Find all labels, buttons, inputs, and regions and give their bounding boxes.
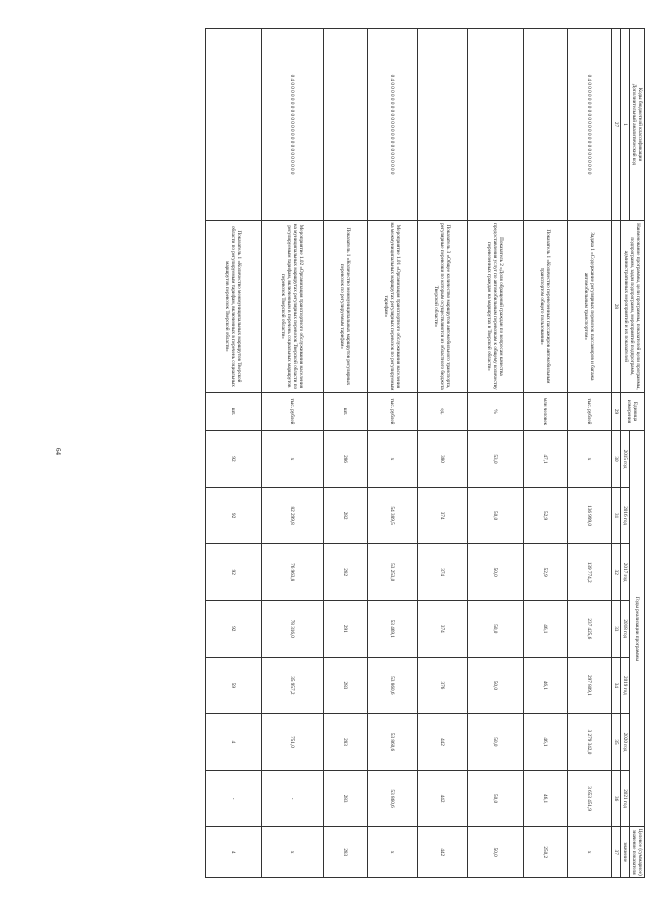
row-y2016: 54 389,5 xyxy=(368,487,418,544)
header-row-1 xyxy=(630,29,645,878)
row-code: 0 4 0 0 0 0 0 0 0 0 0 0 0 0 0 0 0 0 0 0 0 0 0 0 0 0 xyxy=(568,29,612,221)
row-y2021: 53 860,6 xyxy=(368,770,418,827)
landscape-table-wrapper xyxy=(110,28,645,878)
header-year: 2015 год xyxy=(621,431,630,488)
table-row xyxy=(324,29,368,878)
row-y2017: 92 xyxy=(206,544,262,601)
header-code-digits: 1 xyxy=(621,29,630,221)
row-y2019: 53 860,6 xyxy=(368,657,418,714)
row-y2015: х xyxy=(568,431,612,488)
row-unit: шт. xyxy=(206,392,262,430)
table-row xyxy=(368,29,418,878)
header-num: 35 xyxy=(612,714,621,771)
header-num: 36 xyxy=(612,770,621,827)
row-y2020: 4 xyxy=(206,714,262,771)
row-y2018: 374 xyxy=(418,600,468,657)
row-y2017: 139 774,2 xyxy=(568,544,612,601)
row-y2021: 442 xyxy=(418,770,468,827)
header-num: 29 xyxy=(612,392,621,430)
header-num: 32 xyxy=(612,544,621,601)
row-target: 442 xyxy=(418,827,468,878)
page-number: 64 xyxy=(54,448,62,455)
header-year: 2020 год xyxy=(621,714,630,771)
row-y2017: 282 xyxy=(324,544,368,601)
row-y2016: 82 299,8 xyxy=(262,487,324,544)
row-y2016: 282 xyxy=(324,487,368,544)
header-year: 2017 год xyxy=(621,544,630,601)
row-y2018: 291 xyxy=(324,600,368,657)
row-y2018: 46,1 xyxy=(524,600,568,657)
table-row xyxy=(524,29,568,878)
row-y2019: 35 957,2 xyxy=(262,657,324,714)
row-y2016: 50,0 xyxy=(468,487,524,544)
row-y2016: 374 xyxy=(418,487,468,544)
row-y2018: 53 469,1 xyxy=(368,600,418,657)
row-code xyxy=(206,29,262,221)
row-y2020: 46,1 xyxy=(524,714,568,771)
row-unit: тыс. рублей xyxy=(568,392,612,430)
row-y2018: 237 425,6 xyxy=(568,600,612,657)
row-code: 0 4 0 0 0 0 0 0 0 0 0 0 0 0 0 0 0 0 0 0 0 0 0 0 0 0 xyxy=(262,29,324,221)
row-target: 283 xyxy=(324,827,368,878)
row-y2020: 53 860,6 xyxy=(368,714,418,771)
row-y2015: 380 xyxy=(418,431,468,488)
row-name: Задача 1 «Содержание регулярных перевозок пассажиров и багажа автомобильным транспортом» xyxy=(568,221,612,393)
row-y2021: - xyxy=(262,770,324,827)
row-y2021: 3 653 451,9 xyxy=(568,770,612,827)
table-row xyxy=(206,29,262,878)
header-name: Наименование программы, цели программы, показателей цели программы, подпрограмм, задач подпрограмм, мероприятий подпрограмм, административных мероприятий и их показателей xyxy=(621,221,645,393)
header-year: 2021 год xyxy=(621,770,630,827)
row-target: 50,0 xyxy=(468,827,524,878)
row-code xyxy=(468,29,524,221)
header-years: Годы реализации программы xyxy=(630,431,645,827)
header-num: 33 xyxy=(612,600,621,657)
header-num: 30 xyxy=(612,431,621,488)
row-y2016: 92 xyxy=(206,487,262,544)
row-unit: млн человек xyxy=(524,392,568,430)
header-num: 28 xyxy=(612,221,621,393)
row-y2019: 297 809,1 xyxy=(568,657,612,714)
row-unit: % xyxy=(468,392,524,430)
row-target: х xyxy=(368,827,418,878)
row-y2015: 286 xyxy=(324,431,368,488)
row-name: Показатель 1 «Количество межмуниципальных маршрутов Тверской области по регулируемым тарифам, включенных в перечень социальных маршрутов перевозок Тверской области» xyxy=(206,221,262,393)
row-target: х xyxy=(568,827,612,878)
header-target: Целевое (суммарное) значение показателя xyxy=(631,828,643,876)
header-year: 2019 год xyxy=(621,657,630,714)
row-name: Показатель 1 «Количество межмуниципальных маршрутов регулярных перевозок по регулируемым тарифам» xyxy=(324,221,368,393)
program-table xyxy=(205,28,645,878)
row-unit: ед. xyxy=(418,392,468,430)
row-code xyxy=(524,29,568,221)
row-y2015: 92 xyxy=(206,431,262,488)
row-target: х xyxy=(262,827,324,878)
row-y2018: 50,0 xyxy=(468,600,524,657)
table-row xyxy=(262,29,324,878)
row-y2021: 50,0 xyxy=(468,770,524,827)
row-name: Мероприятие 1.02 «Организация транспортного обслуживания населения на муниципальных маршрутах регулярных перевозок Тверской области по регулируемым тарифам, включенным в перечень социальных маршрутов перевозок Тверской области» xyxy=(262,221,324,393)
table-row xyxy=(468,29,524,878)
row-target: 4 xyxy=(206,827,262,878)
row-target: 250,2 xyxy=(524,827,568,878)
row-y2018: 92 xyxy=(206,600,262,657)
table-row xyxy=(418,29,468,878)
row-name: Показатель 2 «Доля обращений граждан по вопросам качества предоставления услуг по автомобильным перевозкам к общему количеству перевезенных граждан на маршрутах в Тверской области» xyxy=(468,221,524,393)
row-y2017: 374 xyxy=(418,544,468,601)
header-unit: Единица измерения xyxy=(621,392,645,430)
rotated-table-frame xyxy=(110,28,645,878)
row-code xyxy=(418,29,468,221)
row-y2020: 50,0 xyxy=(468,714,524,771)
row-unit: шт. xyxy=(324,392,368,430)
row-name: Показатель 3 «Общее количество маршрутов автомобильного транспорта, регулярные перевозки по которым осуществляются из областного бюджета Тверской области» xyxy=(418,221,468,393)
row-y2020: 3 279 342,0 xyxy=(568,714,612,771)
row-y2015: 53,0 xyxy=(468,431,524,488)
header-row-2 xyxy=(621,29,630,878)
row-y2020: 751,0 xyxy=(262,714,324,771)
row-y2017: 52,9 xyxy=(524,544,568,601)
row-y2020: 442 xyxy=(418,714,468,771)
row-name: Мероприятие 1.01 «Организация транспортного обслуживания населения на межмуниципальных маршрутах регулярных перевозок по регулируемым тарифам» xyxy=(368,221,418,393)
row-y2020: 283 xyxy=(324,714,368,771)
row-y2019: 283 xyxy=(324,657,368,714)
row-unit: тыс. рублей xyxy=(262,392,324,430)
row-y2021: 46,1 xyxy=(524,770,568,827)
row-code xyxy=(324,29,368,221)
row-unit: тыс. рублей xyxy=(368,392,418,430)
row-y2019: 59 xyxy=(206,657,262,714)
row-y2016: 52,9 xyxy=(524,487,568,544)
row-y2021: 283 xyxy=(324,770,368,827)
row-y2021: - xyxy=(206,770,262,827)
row-y2016: 136 999,0 xyxy=(568,487,612,544)
row-name: Показатель 1 «Количество перевезенных пассажиров автомобильным транспортом общего пользования» xyxy=(524,221,568,393)
table-row xyxy=(568,29,612,878)
row-y2019: 376 xyxy=(418,657,468,714)
header-year: 2016 год xyxy=(621,487,630,544)
header-num: 31 xyxy=(612,487,621,544)
header-num: 34 xyxy=(612,657,621,714)
row-y2018: 78 316,0 xyxy=(262,600,324,657)
header-num: 37 xyxy=(612,827,621,878)
header-num: 27 xyxy=(612,29,621,221)
header-codes: Коды бюджетной классификации Дополнительный аналитический код xyxy=(630,29,645,221)
row-y2015: х xyxy=(368,431,418,488)
row-y2015: 47,1 xyxy=(524,431,568,488)
row-y2017: 53 253,0 xyxy=(368,544,418,601)
header-target-value: значение xyxy=(621,827,630,878)
row-y2019: 46,1 xyxy=(524,657,568,714)
row-code: 0 4 0 0 0 0 0 0 0 0 0 0 0 0 0 0 0 0 0 0 0 0 0 0 0 0 xyxy=(368,29,418,221)
row-y2015: х xyxy=(262,431,324,488)
header-year: 2018 год xyxy=(621,600,630,657)
row-y2017: 50,0 xyxy=(468,544,524,601)
header-row-numbers xyxy=(612,29,621,878)
row-y2019: 50,0 xyxy=(468,657,524,714)
row-y2017: 76 963,8 xyxy=(262,544,324,601)
